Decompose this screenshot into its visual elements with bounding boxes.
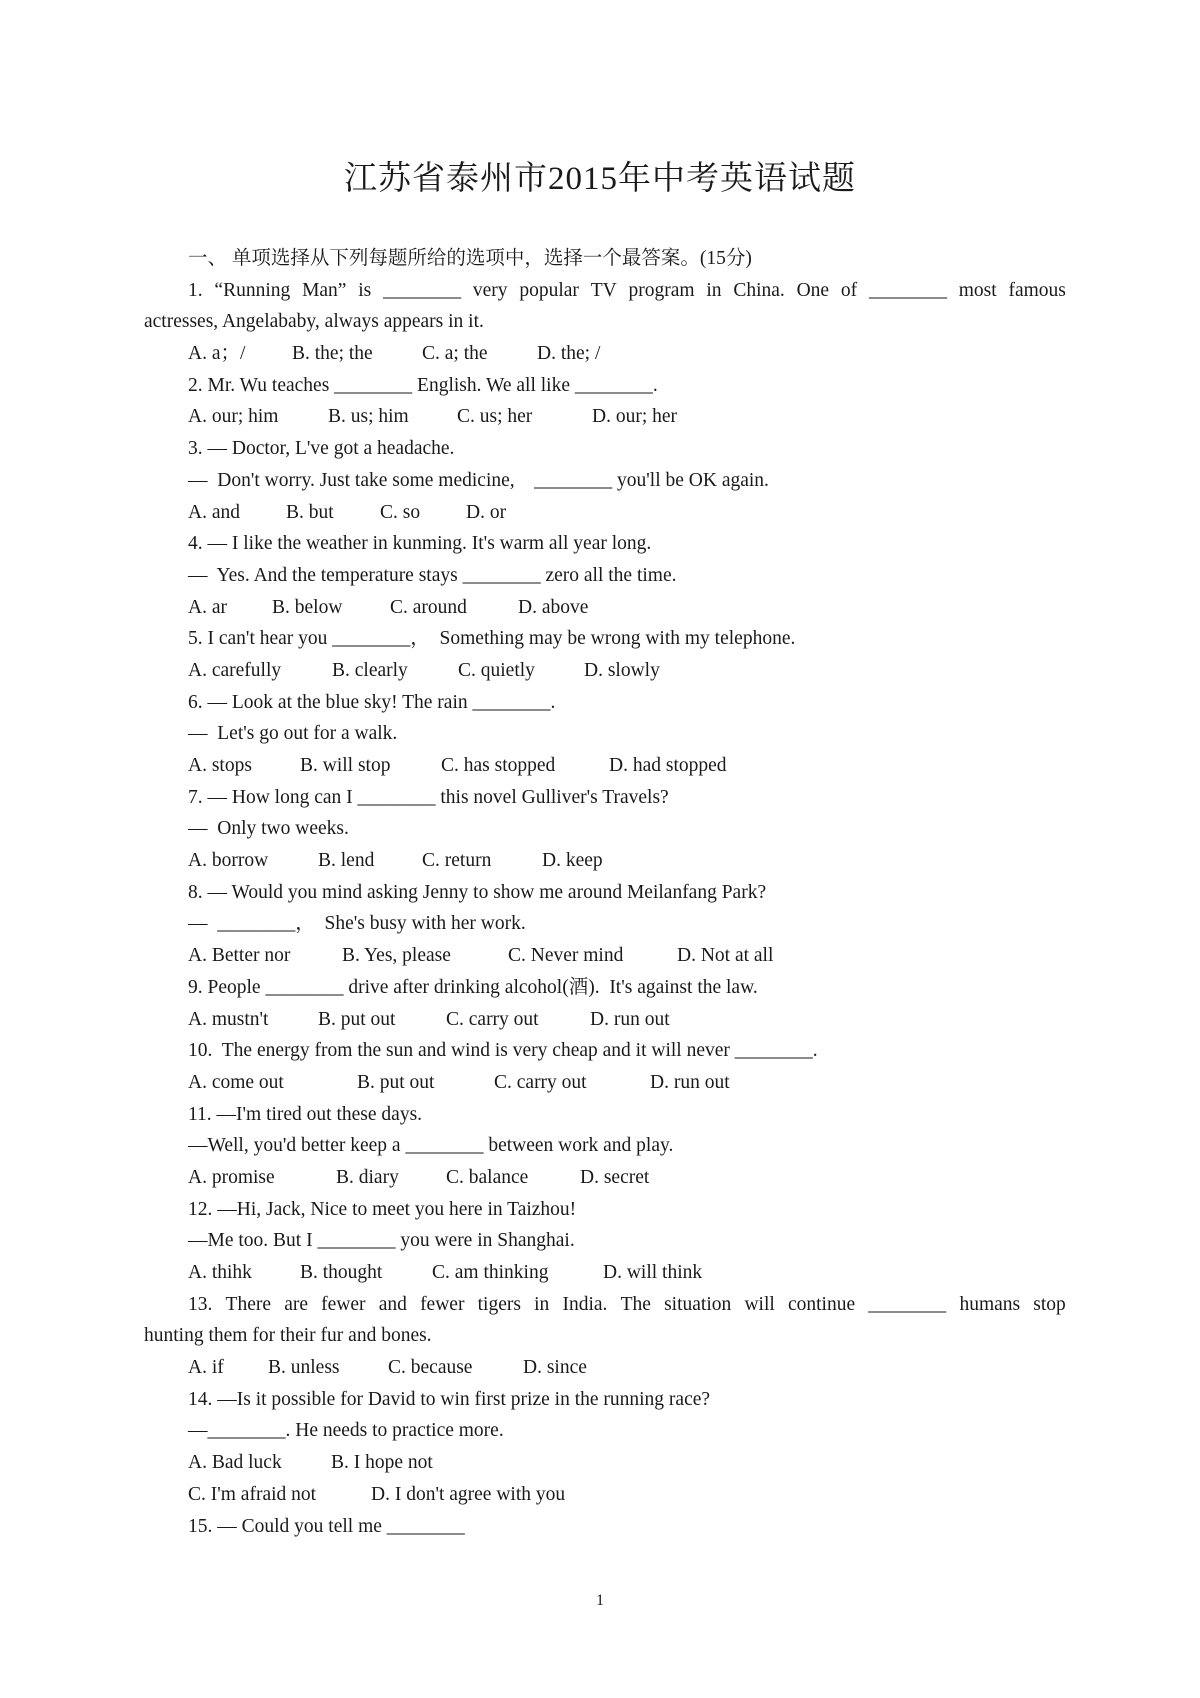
- question-7-reply: — Only two weeks.: [188, 818, 349, 840]
- question-6-stem: 6. — Look at the blue sky! The rain ________.: [188, 691, 556, 713]
- question-3-options: [0, 497, 1200, 529]
- option: D. slowly: [584, 659, 660, 681]
- option: A. thihk: [188, 1262, 252, 1283]
- question-7-stem: 7. — How long can I ________ this novel Gulliver's Travels?: [188, 786, 669, 808]
- option: D. the; /: [537, 343, 601, 365]
- option: D. had stopped: [609, 755, 727, 776]
- q1-w11: One: [796, 279, 830, 301]
- question-1-options: [0, 338, 1200, 370]
- option: C. around: [390, 596, 467, 618]
- section-heading: 一、 单项选择从下列每题所给的选项中，选择一个最答案。(15分): [188, 248, 752, 269]
- q1-w1: 1.: [188, 279, 203, 301]
- question-5-stem: 5. I can't hear you ________， Something may be wrong with my telephone.: [188, 628, 796, 650]
- q13-w13: continue: [787, 1293, 856, 1315]
- question-4-stem: 4. — I like the weather in kunming. It's warm all year long.: [188, 533, 652, 555]
- option: A. Better nor: [188, 945, 291, 967]
- q1-w5: very: [472, 279, 508, 301]
- question-14-options-row1: [0, 1447, 1200, 1479]
- option: C. I'm afraid not: [188, 1483, 317, 1505]
- q13-w8: in: [534, 1293, 550, 1315]
- q1-w10: China.: [733, 279, 785, 301]
- q13-w14: humans: [959, 1293, 1021, 1315]
- option: D. run out: [590, 1008, 670, 1030]
- question-6-reply: — Let's go out for a walk.: [188, 723, 398, 745]
- question-3-stem: 3. — Doctor, L've got a headache.: [188, 438, 455, 460]
- option: A. mustn't: [188, 1008, 269, 1030]
- q13-w1: 13.: [188, 1293, 213, 1315]
- page-number: 1: [596, 1592, 604, 1609]
- question-1-stem: [0, 275, 1200, 307]
- question-4-reply: — Yes. And the temperature stays ________ zero all the time.: [188, 564, 677, 586]
- option: B. below: [272, 596, 343, 618]
- question-13-options: [0, 1352, 1200, 1384]
- option: A. and: [188, 501, 240, 523]
- option: B. I hope not: [331, 1452, 433, 1474]
- option: A. come out: [188, 1071, 284, 1093]
- question-9-stem: 9. People ________ drive after drinking alcohol(酒). It's against the law.: [188, 976, 758, 998]
- q13-blank: ________: [868, 1293, 947, 1315]
- question-11-options: [0, 1162, 1200, 1194]
- option: B. unless: [268, 1357, 340, 1379]
- question-13-stem-cont: hunting them for their fur and bones.: [144, 1325, 432, 1347]
- q1-w7: TV: [590, 279, 617, 301]
- option: C. Never mind: [508, 945, 624, 967]
- question-5-options: [0, 655, 1200, 687]
- option: D. I don't agree with you: [371, 1483, 566, 1505]
- question-14-reply: —________. He needs to practice more.: [188, 1420, 504, 1442]
- option: C. so: [380, 501, 421, 523]
- question-6-options: [0, 750, 1200, 782]
- q1-w8: program: [628, 279, 695, 301]
- q1-blank1: ________: [383, 279, 462, 301]
- question-15-stem: 15. — Could you tell me ________: [188, 1515, 465, 1537]
- q13-w3: are: [284, 1293, 308, 1315]
- option: A. ar: [188, 596, 227, 618]
- question-11-stem: 11. —I'm tired out these days.: [188, 1103, 423, 1125]
- option: A. stops: [188, 755, 252, 776]
- option: A. borrow: [188, 850, 269, 872]
- question-10-stem: 10. The energy from the sun and wind is very cheap and it will never ________.: [188, 1040, 818, 1062]
- q13-w10: The: [620, 1293, 651, 1315]
- option: C. return: [422, 850, 492, 872]
- option: C. has stopped: [441, 755, 556, 776]
- option: B. will stop: [300, 755, 391, 776]
- option: B. the; the: [292, 343, 373, 365]
- option: D. secret: [580, 1166, 650, 1188]
- option: C. us; her: [457, 406, 533, 428]
- option: B. us; him: [328, 406, 409, 428]
- option: B. but: [286, 501, 334, 523]
- question-12-reply: —Me too. But I ________ you were in Shanghai.: [188, 1230, 575, 1252]
- question-2-options: [0, 401, 1200, 433]
- option: A. a；/: [188, 343, 246, 365]
- option: C. carry out: [446, 1008, 539, 1030]
- option: A. carefully: [188, 659, 282, 681]
- option: D. run out: [650, 1071, 730, 1093]
- question-2-stem: 2. Mr. Wu teaches ________ English. We all like ________.: [188, 374, 658, 396]
- option: B. Yes, please: [342, 945, 451, 967]
- q13-w5: and: [378, 1293, 407, 1315]
- option: C. because: [388, 1357, 473, 1379]
- option: B. diary: [336, 1166, 399, 1188]
- q1-w4: is: [358, 279, 372, 301]
- question-8-stem: 8. — Would you mind asking Jenny to show me around Meilanfang Park?: [188, 881, 767, 903]
- question-9-options: [0, 1004, 1200, 1036]
- option: C. a; the: [422, 343, 488, 365]
- question-7-options: [0, 845, 1200, 877]
- q1-w9: in: [706, 279, 722, 301]
- option: A. if: [188, 1357, 224, 1379]
- q13-w11: situation: [664, 1293, 732, 1315]
- q13-w7: tigers: [477, 1293, 521, 1315]
- q13-w15: stop: [1033, 1293, 1066, 1315]
- question-12-options: [0, 1257, 1200, 1289]
- question-8-options: [0, 940, 1200, 972]
- option: B. thought: [300, 1262, 383, 1283]
- q1-w2: “Running: [214, 279, 291, 301]
- q13-w9: India.: [562, 1293, 608, 1315]
- question-10-options: [0, 1067, 1200, 1099]
- page-title: 江苏省泰州市2015年中考英语试题: [344, 161, 856, 197]
- option: B. lend: [318, 850, 375, 872]
- question-list: [0, 243, 1200, 1542]
- option: D. our; her: [592, 406, 678, 428]
- q13-w4: fewer: [321, 1293, 366, 1315]
- option: D. or: [466, 501, 507, 523]
- q13-w2: There: [225, 1293, 272, 1315]
- option: A. Bad luck: [188, 1452, 282, 1474]
- q1-w12: of: [840, 279, 858, 301]
- option: A. our; him: [188, 406, 279, 428]
- option: D. above: [518, 596, 589, 618]
- question-11-reply: —Well, you'd better keep a ________ between work and play.: [188, 1135, 674, 1157]
- option: B. put out: [318, 1008, 396, 1030]
- question-4-options: [0, 592, 1200, 624]
- q1-w6: popular: [519, 279, 579, 301]
- q1-w13: most: [958, 279, 997, 301]
- question-13-stem: [0, 1289, 1200, 1321]
- option: B. put out: [357, 1071, 435, 1093]
- question-14-stem: 14. —Is it possible for David to win first prize in the running race?: [188, 1388, 711, 1410]
- option: D. since: [523, 1357, 587, 1379]
- option: C. carry out: [494, 1071, 587, 1093]
- option: A. promise: [188, 1166, 275, 1188]
- q1-w3: Man”: [302, 279, 347, 301]
- question-3-reply: — Don't worry. Just take some medicine, ________ you'll be OK again.: [188, 469, 769, 491]
- q13-w6: fewer: [420, 1293, 465, 1315]
- option: C. quietly: [458, 659, 535, 681]
- q1-blank2: ________: [868, 279, 947, 301]
- option: B. clearly: [332, 659, 408, 681]
- question-12-stem: 12. —Hi, Jack, Nice to meet you here in Taizhou!: [188, 1198, 577, 1220]
- option: D. Not at all: [677, 945, 774, 967]
- option: C. balance: [446, 1166, 529, 1188]
- question-1-stem-cont: actresses, Angelababy, always appears in it.: [144, 311, 484, 333]
- option: D. keep: [542, 850, 603, 872]
- question-8-reply: — ________， She's busy with her work.: [188, 913, 526, 935]
- option: D. will think: [603, 1262, 703, 1283]
- q1-w14: famous: [1008, 279, 1066, 301]
- question-14-options-row2: [0, 1479, 1200, 1511]
- option: C. am thinking: [432, 1262, 549, 1283]
- q13-w12: will: [744, 1293, 775, 1315]
